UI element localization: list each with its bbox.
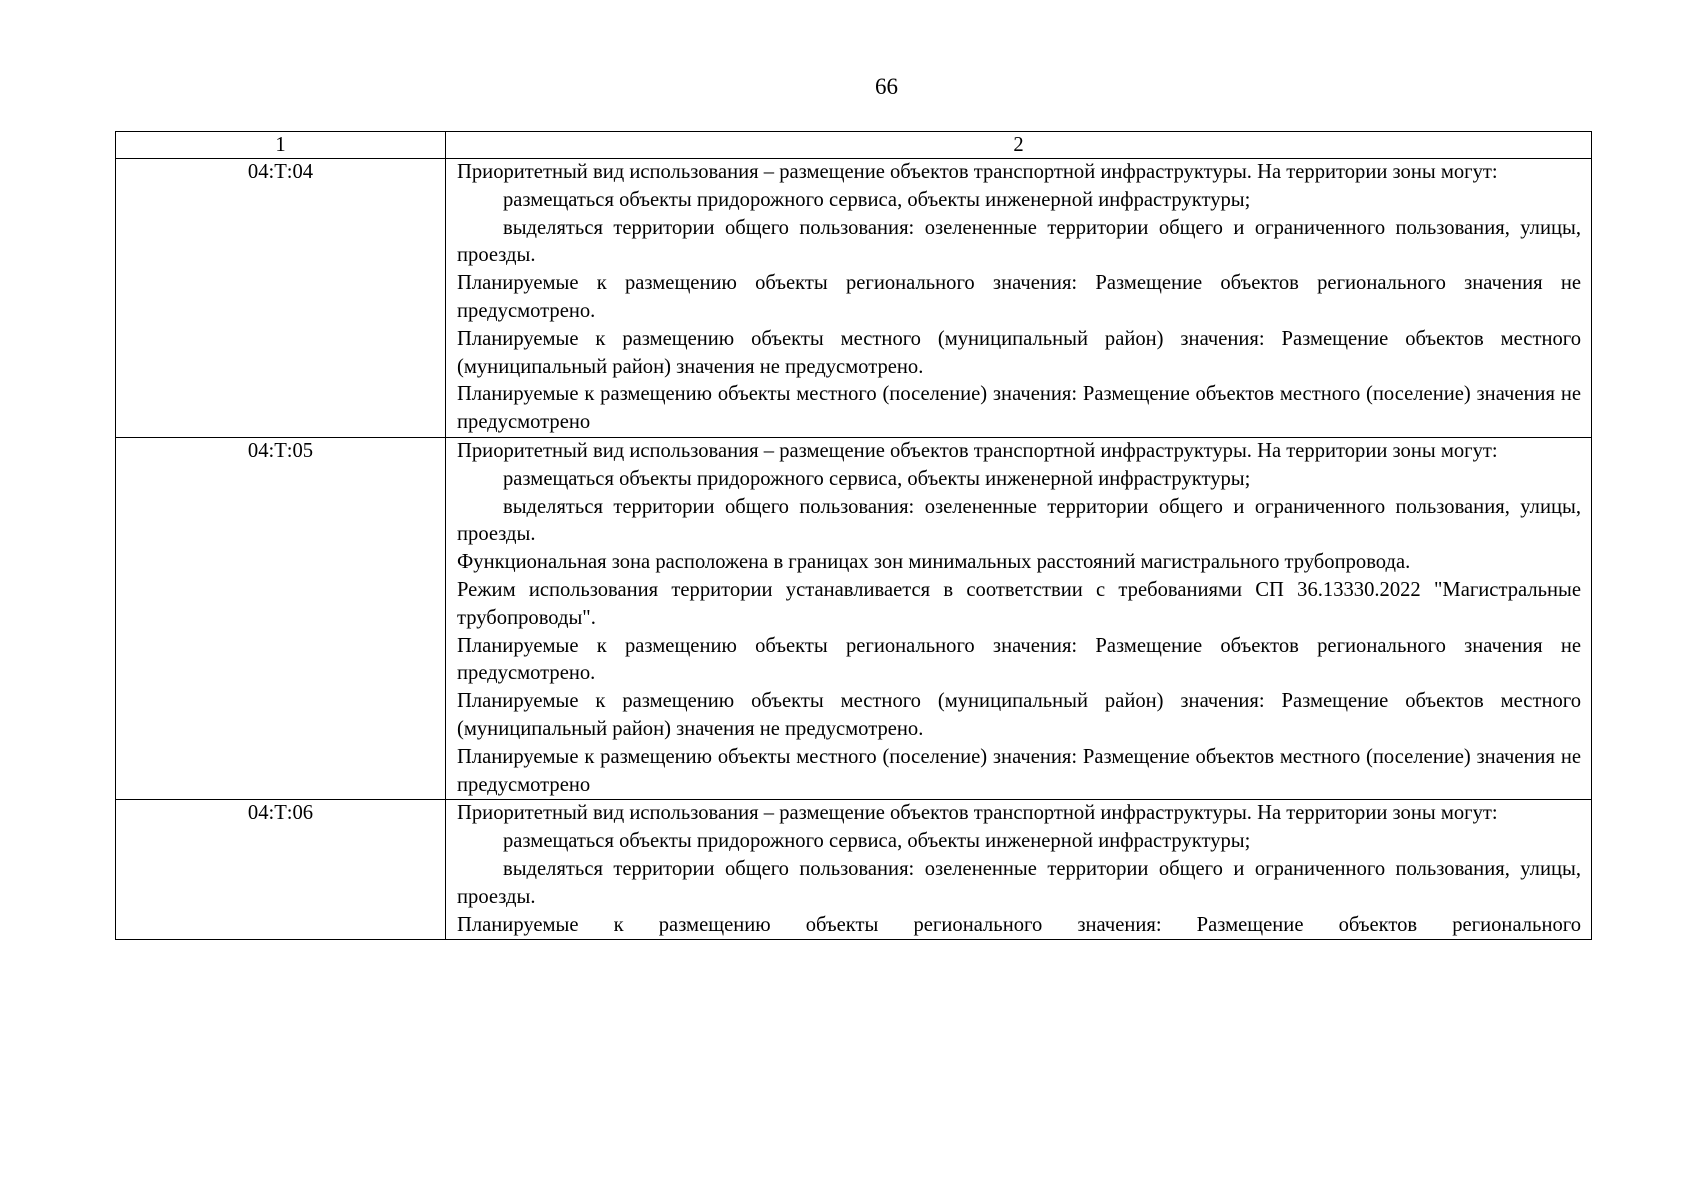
description-paragraph: размещаться объекты придорожного сервиса, объекты инженерной инфраструктуры; — [503, 188, 1251, 211]
page-number: 66 — [875, 74, 898, 99]
description-paragraph: Планируемые к размещению объекты регионального значения: Размещение объектов регионального значения не предусмотрено. — [457, 272, 1581, 322]
description-paragraph: Планируемые к размещению объекты местного (муниципальный район) значения: Размещение объектов местного (муниципальный район) значения не предусмотрено. — [457, 327, 1581, 378]
table-row — [116, 437, 1592, 799]
description-paragraph: выделяться территории общего пользования: озелененные территории общего и ограниченного пользования, улицы, проезды. — [457, 495, 1581, 546]
zone-code-cell: 04:Т:04 — [116, 159, 446, 438]
description-paragraph: Планируемые к размещению объекты местного (поселение) значения: Размещение объектов местного (поселение) значения не предусмотрено — [457, 745, 1581, 796]
zone-code-cell: 04:Т:06 — [116, 800, 446, 940]
table-row — [116, 800, 1592, 940]
description-paragraph: выделяться территории общего пользования: озелененные территории общего и ограниченного пользования, улицы, проезды. — [457, 216, 1581, 267]
zone-description-cell — [446, 800, 1592, 940]
description-paragraph: размещаться объекты придорожного сервиса, объекты инженерной инфраструктуры; — [503, 467, 1251, 490]
description-paragraph: Планируемые к размещению объекты местного (муниципальный район) значения: Размещение объектов местного (муниципальный район) значения не предусмотрено. — [457, 690, 1581, 740]
zone-description-cell — [446, 159, 1592, 438]
description-paragraph: размещаться объекты придорожного сервиса, объекты инженерной инфраструктуры; — [503, 830, 1251, 853]
description-paragraph: Функциональная зона расположена в границах зон минимальных расстояний магистрального трубопровода. — [457, 551, 1411, 574]
description-paragraph: Приоритетный вид использования – размещение объектов транспортной инфраструктуры. На территории зоны могут: — [457, 161, 1498, 183]
description-paragraph: Планируемые к размещению объекты местного (поселение) значения: Размещение объектов местного (поселение) значения не предусмотрено — [457, 383, 1581, 434]
column-header-1: 1 — [116, 132, 446, 159]
description-paragraph: Планируемые к размещению объекты регионального значения: Размещение объектов регионального значения не предусмотрено. — [457, 634, 1581, 685]
description-paragraph: выделяться территории общего пользования: озелененные территории общего и ограниченного пользования, улицы, проезды. — [457, 857, 1581, 908]
zone-code-cell: 04:Т:05 — [116, 437, 446, 799]
zones-table — [115, 131, 1592, 940]
description-paragraph: Приоритетный вид использования – размещение объектов транспортной инфраструктуры. На территории зоны могут: — [457, 439, 1498, 462]
table-body — [116, 159, 1592, 940]
table-row — [116, 159, 1592, 438]
column-header-2: 2 — [446, 132, 1592, 159]
description-paragraph: Приоритетный вид использования – размещение объектов транспортной инфраструктуры. На территории зоны могут: — [457, 802, 1498, 825]
description-paragraph: Режим использования территории устанавливается в соответствии с требованиями СП 36.13330.2022 "Магистральные трубопроводы". — [457, 578, 1581, 629]
description-paragraph: Планируемые к размещению объекты регионального значения: Размещение объектов регионального — [457, 913, 1581, 936]
zone-description-cell — [446, 437, 1592, 799]
table-header-row — [116, 132, 1592, 159]
